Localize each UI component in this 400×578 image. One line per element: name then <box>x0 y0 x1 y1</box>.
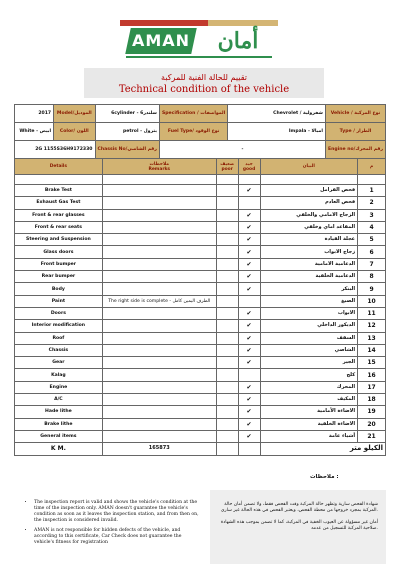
item-details-en: Front bumper <box>15 258 103 270</box>
item-remarks <box>102 344 216 356</box>
title-arabic: تقييم للحالة الفنية للمركبة <box>161 73 247 82</box>
report-title <box>84 68 324 98</box>
logo-arabic: أمان <box>217 28 259 54</box>
item-name-ar: الصبغ <box>260 295 358 307</box>
item-details-en: Brake Test <box>15 185 103 197</box>
logo-latin <box>125 28 197 54</box>
item-remarks <box>102 381 216 393</box>
table-row <box>15 209 386 221</box>
table-row <box>15 418 386 430</box>
item-remarks <box>102 369 216 381</box>
item-good-mark: ✔ <box>238 258 260 270</box>
item-number: 10 <box>358 295 386 307</box>
item-number: 20 <box>358 418 386 430</box>
item-number: 21 <box>358 430 386 442</box>
item-remarks <box>102 430 216 442</box>
item-remarks <box>102 320 216 332</box>
spacer-cell <box>216 175 238 185</box>
fuel-value: petrol - بترول <box>95 123 159 141</box>
make-value: Chevrolet / شفرولية <box>228 105 326 123</box>
item-details-en: A/C <box>15 394 103 406</box>
fuel-label: Fuel Type/ نوع الوقود <box>159 123 227 141</box>
table-row <box>15 258 386 270</box>
km-blank <box>216 443 238 455</box>
item-name-ar: فحص العادم <box>260 197 358 209</box>
table-row <box>15 430 386 442</box>
item-remarks <box>102 418 216 430</box>
table-row <box>15 369 386 381</box>
specification-label: Specification / المواصفات <box>159 105 227 123</box>
table-row <box>15 344 386 356</box>
item-name-ar: الزجاج الامامي والخلفي <box>260 209 358 221</box>
item-poor-mark <box>216 332 238 344</box>
model-label: Model/الموديل <box>54 105 95 123</box>
item-poor-mark <box>216 320 238 332</box>
item-poor-mark <box>216 357 238 369</box>
item-name-ar: الجير <box>260 357 358 369</box>
item-good-mark: ✔ <box>238 418 260 430</box>
item-details-en: Paint <box>15 295 103 307</box>
item-number: 7 <box>358 258 386 270</box>
chassis-label: Chassis No/رقم الشاصي <box>95 141 159 159</box>
table-row <box>15 221 386 233</box>
type-label: Type / الطراز <box>325 123 385 141</box>
item-name-ar: أشياء عامة <box>260 430 358 442</box>
table-row <box>15 320 386 332</box>
item-number: 1 <box>358 185 386 197</box>
header-good-ar: جيد <box>245 161 253 167</box>
item-number: 17 <box>358 381 386 393</box>
item-number: 5 <box>358 234 386 246</box>
item-number: 13 <box>358 332 386 344</box>
item-poor-mark <box>216 406 238 418</box>
aman-logo <box>120 20 278 60</box>
logo-top-bar <box>120 20 278 26</box>
table-row <box>15 246 386 258</box>
item-details-en: Front & rear seats <box>15 221 103 233</box>
item-details-en: Glass doors <box>15 246 103 258</box>
item-good-mark: ✔ <box>238 185 260 197</box>
item-poor-mark <box>216 381 238 393</box>
item-details-en: Doors <box>15 307 103 319</box>
header-number: م <box>358 159 386 175</box>
item-number: 14 <box>358 344 386 356</box>
item-number: 16 <box>358 369 386 381</box>
disclaimer-ar-2: أمان غير مسؤولة عن العيوب الخفية في المركبة، كما لا تضمن بموجب هذه الشهادة صلاحية المركبة للتسجيل من عدمه. <box>220 520 378 531</box>
item-number: 8 <box>358 271 386 283</box>
item-poor-mark <box>216 258 238 270</box>
item-number: 18 <box>358 394 386 406</box>
spacer-cell <box>238 175 260 185</box>
item-number: 15 <box>358 357 386 369</box>
spacer-cell <box>260 175 358 185</box>
header-remarks-en: Remarks <box>148 166 171 172</box>
item-remarks <box>102 197 216 209</box>
color-value: White - ابيض <box>15 123 54 141</box>
item-details-en: Kalag <box>15 369 103 381</box>
item-remarks <box>102 209 216 221</box>
item-details-en: General items <box>15 430 103 442</box>
item-name-ar: الديكور الداخلي <box>260 320 358 332</box>
spacer-cell <box>102 175 216 185</box>
table-row <box>15 197 386 209</box>
spacer-cell <box>15 175 103 185</box>
item-good-mark: ✔ <box>238 283 260 295</box>
header-good <box>238 159 260 175</box>
item-good-mark: ✔ <box>238 221 260 233</box>
item-remarks <box>102 271 216 283</box>
type-value: Impala - امبالا <box>228 123 326 141</box>
inspection-table <box>14 158 386 456</box>
item-remarks <box>102 185 216 197</box>
item-poor-mark <box>216 369 238 381</box>
disclaimer-english <box>14 500 202 550</box>
item-name-ar: الشاصي <box>260 344 358 356</box>
item-name-ar: المحرك <box>260 381 358 393</box>
item-poor-mark <box>216 344 238 356</box>
item-name-ar: الاضاءة الأمامية <box>260 406 358 418</box>
disclaimer-en-2: • AMAN is not responsible for hidden defects of the vehicle, and according to this certificate, Car Check does not guarantee the vehicle's fitness for registration <box>34 528 202 546</box>
km-label-ar: الكيلو متر <box>260 443 386 455</box>
item-poor-mark <box>216 418 238 430</box>
item-name-ar: كلج <box>260 369 358 381</box>
item-poor-mark <box>216 234 238 246</box>
item-name-ar: فحص الفرامل <box>260 185 358 197</box>
item-poor-mark <box>216 221 238 233</box>
item-details-en: Chassis <box>15 344 103 356</box>
item-remarks <box>102 307 216 319</box>
header-poor <box>216 159 238 175</box>
item-good-mark: ✔ <box>238 394 260 406</box>
item-remarks <box>102 234 216 246</box>
item-name-ar: الابواب <box>260 307 358 319</box>
table-row <box>15 406 386 418</box>
item-good-mark: ✔ <box>238 320 260 332</box>
item-good-mark: ✔ <box>238 344 260 356</box>
item-poor-mark <box>216 394 238 406</box>
item-good-mark: ✔ <box>238 406 260 418</box>
item-details-en: Interior modification <box>15 320 103 332</box>
item-name-ar: البنكر <box>260 283 358 295</box>
item-details-en: Gear <box>15 357 103 369</box>
table-row <box>15 307 386 319</box>
table-row <box>15 357 386 369</box>
item-good-mark: ✔ <box>238 332 260 344</box>
engine-label: Engine no/رقم المحرك <box>325 141 385 159</box>
header-good-en: good <box>242 166 256 172</box>
item-number: 3 <box>358 209 386 221</box>
color-label: Color/ اللون <box>54 123 95 141</box>
item-name-ar: الاضاءة الخلفية <box>260 418 358 430</box>
item-details-en: Roof <box>15 332 103 344</box>
logo-underline <box>126 56 272 58</box>
item-good-mark: ✔ <box>238 271 260 283</box>
item-poor-mark <box>216 185 238 197</box>
table-row <box>15 271 386 283</box>
table-row <box>15 332 386 344</box>
km-value: 165873 <box>102 443 216 455</box>
chassis-value: 2G 1155S36H9172330 <box>15 141 96 159</box>
item-remarks <box>102 357 216 369</box>
item-details-en: Steering and Suspension <box>15 234 103 246</box>
header-poor-ar: ضعيف <box>220 161 235 167</box>
km-label-en: K M. <box>15 443 103 455</box>
item-remarks <box>102 332 216 344</box>
table-row <box>15 185 386 197</box>
item-name-ar: السقف <box>260 332 358 344</box>
item-poor-mark <box>216 430 238 442</box>
table-row <box>15 295 386 307</box>
item-details-en: Engine <box>15 381 103 393</box>
item-details-en: Hade lithe <box>15 406 103 418</box>
item-poor-mark <box>216 197 238 209</box>
cylinders-value: 6cylinder - 6سلندر <box>95 105 159 123</box>
item-details-en: Exhaust Gas Test <box>15 197 103 209</box>
spacer-cell <box>358 175 386 185</box>
item-remarks <box>102 221 216 233</box>
item-good-mark <box>238 295 260 307</box>
item-name-ar: المكيف <box>260 394 358 406</box>
item-details-en: Front & rear glasses <box>15 209 103 221</box>
item-number: 9 <box>358 283 386 295</box>
vehicle-label: Vehicle / نوع المركبة <box>325 105 385 123</box>
table-row <box>15 234 386 246</box>
item-good-mark: ✔ <box>238 381 260 393</box>
item-name-ar: المقاعد اماي وخلفي <box>260 221 358 233</box>
item-remarks <box>102 246 216 258</box>
title-english: Technical condition of the vehicle <box>118 84 290 95</box>
item-poor-mark <box>216 307 238 319</box>
header-remarks <box>102 159 216 175</box>
item-good-mark: ✔ <box>238 430 260 442</box>
header-poor-en: poor <box>221 166 233 172</box>
item-good-mark: ✔ <box>238 209 260 221</box>
item-poor-mark <box>216 283 238 295</box>
item-number: 11 <box>358 307 386 319</box>
item-number: 12 <box>358 320 386 332</box>
item-poor-mark <box>216 246 238 258</box>
item-details-en: Brake lithe <box>15 418 103 430</box>
item-good-mark: ✔ <box>238 357 260 369</box>
item-good-mark: ✔ <box>238 234 260 246</box>
disclaimer-en-1: • The inspection report is valid and shows the vehicle's condition at the time of the inspection only. AMAN doesn't guarantee the vehicle's condition as soon as it leaves the inspection station, and from then on, the inspection is considered invalid. <box>34 500 202 524</box>
item-number: 6 <box>358 246 386 258</box>
item-details-en: Body <box>15 283 103 295</box>
item-number: 2 <box>358 197 386 209</box>
item-good-mark: ✔ <box>238 307 260 319</box>
item-name-ar: الدعامية الخلفية <box>260 271 358 283</box>
item-good-mark <box>238 197 260 209</box>
item-good-mark <box>238 369 260 381</box>
item-name-ar: زجاج الابواب <box>260 246 358 258</box>
item-poor-mark <box>216 295 238 307</box>
table-row <box>15 394 386 406</box>
item-poor-mark <box>216 209 238 221</box>
notes-label: ملاحظات : <box>310 474 339 480</box>
logo-latin-text: AMAN <box>131 31 191 50</box>
header-remarks-ar: ملاحظات <box>149 161 170 167</box>
item-number: 19 <box>358 406 386 418</box>
disclaimer-arabic <box>210 490 386 564</box>
vehicle-info-table <box>14 104 386 159</box>
disclaimer <box>14 488 386 566</box>
header-details: Details <box>15 159 103 175</box>
disclaimer-ar-1: شهادة الفحص سارية وتظهر حالة المركبة وقت الفحص فقط، ولا تضمن أمان حالة المركبة بمجرد خروجها من محطة الفحص، ويعتبر الفحص في هذه الحالة غير ساري. <box>220 502 378 513</box>
item-good-mark: ✔ <box>238 246 260 258</box>
engine-value: - <box>159 141 325 159</box>
item-remarks <box>102 283 216 295</box>
item-remarks <box>102 258 216 270</box>
km-blank <box>238 443 260 455</box>
table-row <box>15 381 386 393</box>
item-details-en: Rear bumper <box>15 271 103 283</box>
model-year: 2017 <box>15 105 54 123</box>
item-name-ar: عجلة القيادة <box>260 234 358 246</box>
item-remarks <box>102 394 216 406</box>
item-name-ar: الدعامية الامامية <box>260 258 358 270</box>
item-remarks: The right side is complete - الطرف اليمين كامل <box>102 295 216 307</box>
item-number: 4 <box>358 221 386 233</box>
item-poor-mark <box>216 271 238 283</box>
header-item: البيان <box>260 159 358 175</box>
table-row <box>15 283 386 295</box>
item-remarks <box>102 406 216 418</box>
